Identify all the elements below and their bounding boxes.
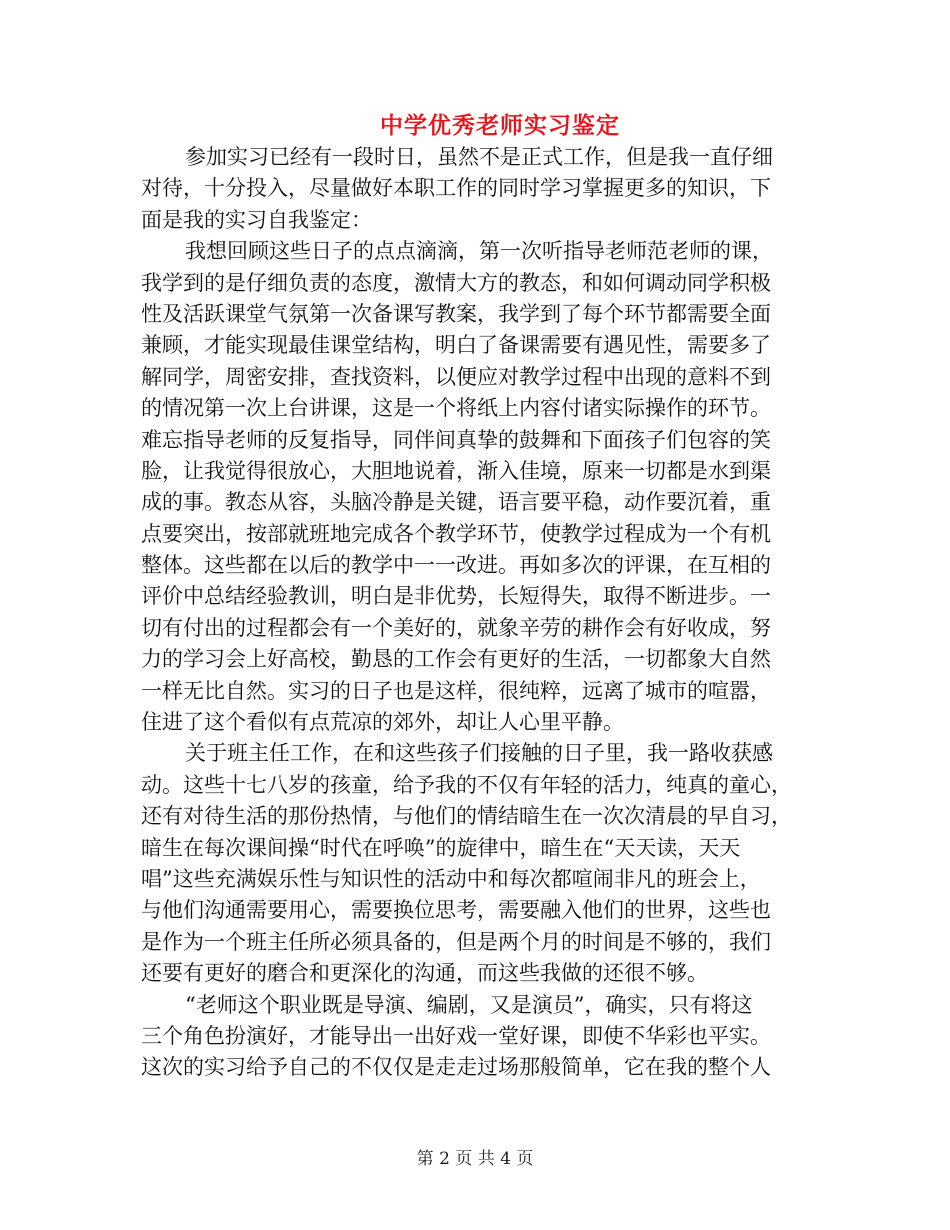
text-line: 整体。这些都在以后的教学中一一改进。再如多次的评课，在互相的 xyxy=(141,553,771,578)
text-line: 是作为一个班主任所必须具备的，但是两个月的时间是不够的，我们 xyxy=(141,929,771,954)
text-line: 唱”这些充满娱乐性与知识性的活动中和每次都喧闹非凡的班会上， xyxy=(141,866,761,891)
text-line: 还有对待生活的那份热情，与他们的情结暗生在一次次清晨的早自习， xyxy=(141,804,792,829)
text-line: 的情况第一次上台讲课，这是一个将纸上内容付诸实际操作的环节。 xyxy=(141,396,771,421)
text-line: 面是我的实习自我鉴定： xyxy=(141,207,372,232)
text-line: 难忘指导老师的反复指导，同伴间真挚的鼓舞和下面孩子们包容的笑 xyxy=(141,427,771,452)
text-line: 暗生在每次课间操“时代在呼唤”的旋律中，暗生在“天天读，天天 xyxy=(141,835,741,860)
text-line: 点要突出，按部就班地完成各个教学环节，使教学过程成为一个有机 xyxy=(141,521,771,546)
text-line: 对待，十分投入，尽量做好本职工作的同时学习掌握更多的知识，下 xyxy=(141,176,771,201)
text-line: 力的学习会上好高校，勤恳的工作会有更好的生活，一切都象大自然 xyxy=(141,647,771,672)
text-line: 我学到的是仔细负责的态度，激情大方的教态，和如何调动同学积极 xyxy=(141,270,771,295)
text-line: 与他们沟通需要用心，需要换位思考，需要融入他们的世界，这些也 xyxy=(141,898,771,923)
page-title: 中学优秀老师实习鉴定 xyxy=(380,112,620,139)
text-line: 解同学，周密安排，查找资料，以便应对教学过程中出现的意料不到 xyxy=(141,364,771,389)
text-line: 还要有更好的磨合和更深化的沟通，而这些我做的还很不够。 xyxy=(141,961,708,986)
text-line: 住进了这个看似有点荒凉的郊外，却让人心里平静。 xyxy=(141,710,624,735)
text-line: 关于班主任工作，在和这些孩子们接触的日子里，我一路收获感 xyxy=(185,741,773,766)
text-line: 动。这些十七八岁的孩童，给予我的不仅有年轻的活力，纯真的童心， xyxy=(141,772,792,797)
text-line: 评价中总结经验教训，明白是非优势，长短得失，取得不断进步。一 xyxy=(141,584,771,609)
text-line: “老师这个职业既是导演、编剧，又是演员”，确实，只有将这 xyxy=(185,992,753,1017)
text-line: 性及活跃课堂气氛第一次备课写教案，我学到了每个环节都需要全面 xyxy=(141,301,771,326)
text-line: 这次的实习给予自己的不仅仅是走走过场那般简单，它在我的整个人 xyxy=(141,1055,771,1080)
text-line: 三个角色扮演好，才能导出一出好戏一堂好课，即使不华彩也平实。 xyxy=(141,1023,771,1048)
page-number-footer: 第 2 页 共 4 页 xyxy=(416,1149,534,1169)
text-line: 成的事。教态从容，头脑冷静是关键，语言要平稳，动作要沉着，重 xyxy=(141,490,771,515)
document-body xyxy=(141,142,801,1084)
text-line: 切有付出的过程都会有一个美好的，就象辛劳的耕作会有好收成，努 xyxy=(141,615,771,640)
text-line: 我想回顾这些日子的点点滴滴，第一次听指导老师范老师的课， xyxy=(185,239,773,264)
text-line: 脸，让我觉得很放心，大胆地说着，渐入佳境，原来一切都是水到渠 xyxy=(141,458,771,483)
text-line: 参加实习已经有一段时日，虽然不是正式工作，但是我一直仔细 xyxy=(185,145,773,169)
text-line: 兼顾，才能实现最佳课堂结构，明白了备课需要有遇见性，需要多了 xyxy=(141,333,771,358)
text-line: 一样无比自然。实习的日子也是这样，很纯粹，远离了城市的喧嚣， xyxy=(141,678,771,703)
